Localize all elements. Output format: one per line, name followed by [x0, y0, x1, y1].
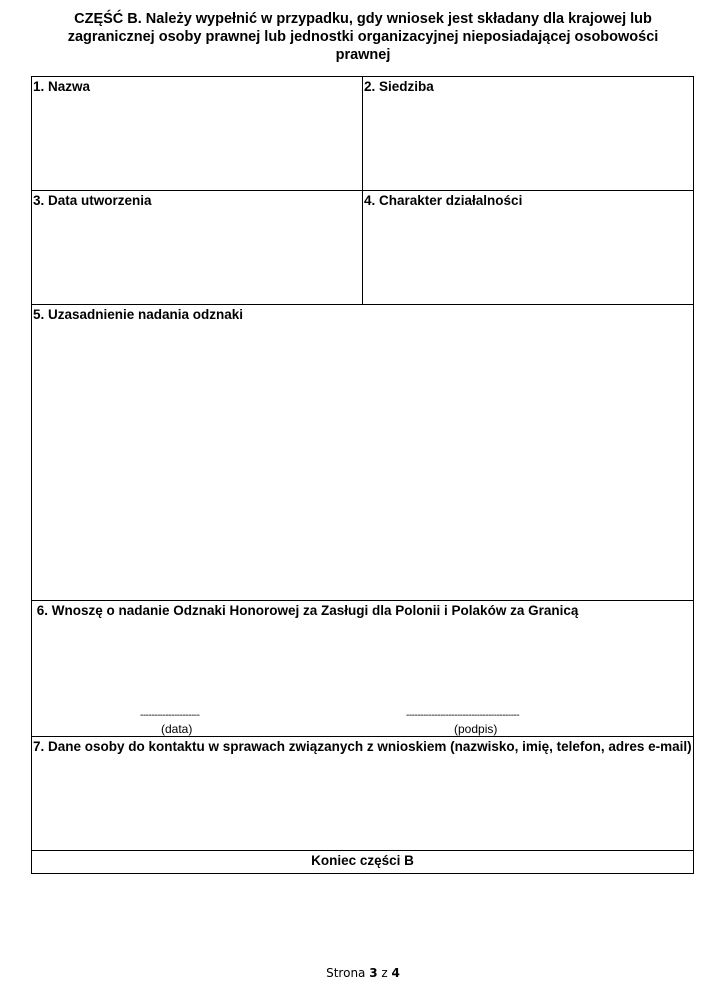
section-title-line-1: CZĘŚĆ B. Należy wypełnić w przypadku, gdy wniosek jest składany dla krajowej lub: [74, 11, 652, 27]
page-number-current: 3: [369, 966, 378, 980]
page-number-total: 4: [391, 966, 400, 980]
page-number-prefix: Strona: [326, 966, 370, 980]
section-title-line-2: zagranicznej osoby prawnej lub jednostki organizacyjnej nieposiadającej osobowości: [67, 29, 659, 45]
field-uzasadnienie[interactable]: [31, 304, 694, 601]
field-nazwa-label: 1. Nazwa: [33, 79, 91, 94]
field-charakter-dzialalnosci-label: 4. Charakter działalności: [364, 193, 523, 208]
field-data-utworzenia[interactable]: [31, 190, 363, 305]
end-of-section-label: Koniec części B: [311, 853, 414, 868]
section-title-line-3: prawnej: [335, 47, 391, 63]
signature-line: ----------------------------------------: [406, 710, 520, 721]
field-siedziba[interactable]: [362, 76, 694, 191]
section-title: [30, 10, 696, 64]
end-of-section-row: [31, 850, 694, 874]
page-number-separator: z: [377, 966, 392, 980]
field-siedziba-label: 2. Siedziba: [364, 79, 434, 94]
page-number: [0, 966, 726, 980]
application-form: [31, 76, 694, 874]
field-uzasadnienie-label: 5. Uzasadnienie nadania odznaki: [33, 307, 244, 322]
field-charakter-dzialalnosci[interactable]: [362, 190, 694, 305]
field-data-utworzenia-label: 3. Data utworzenia: [33, 193, 152, 208]
field-nazwa[interactable]: [31, 76, 363, 191]
date-signature-line: ---------------------: [140, 710, 200, 721]
field-dane-kontaktowe-label: 7. Dane osoby do kontaktu w sprawach związanych z wnioskiem (nazwisko, imię, telefon, adres e-mail): [33, 739, 692, 754]
field-wniosek-odznaka-label: 6. Wnoszę o nadanie Odznaki Honorowej za Zasługi dla Polonii i Polaków za Granicą: [33, 603, 579, 618]
signature-caption: (podpis): [454, 722, 498, 736]
field-wniosek-odznaka[interactable]: [31, 600, 694, 737]
field-dane-kontaktowe[interactable]: [31, 736, 694, 851]
date-caption: (data): [161, 722, 193, 736]
